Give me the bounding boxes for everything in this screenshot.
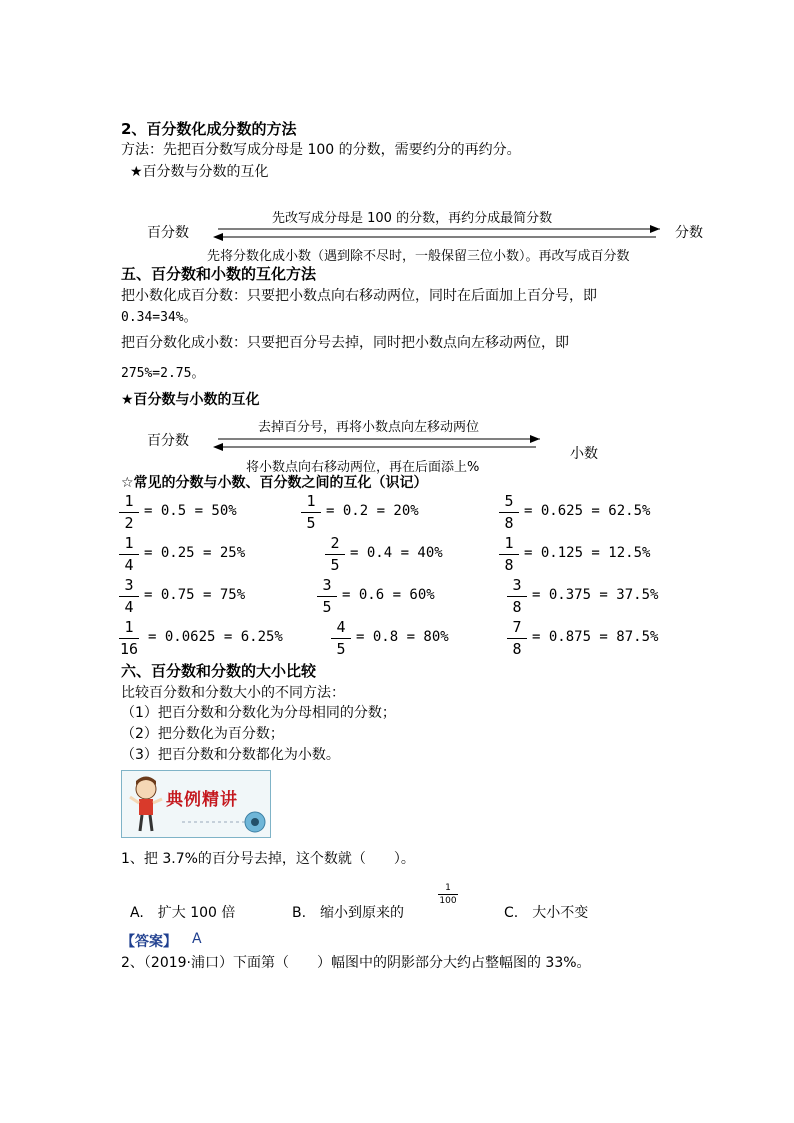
badge-title: 典例精讲 [166, 790, 238, 810]
compare-intro: 比较百分数和分数大小的不同方法： [121, 685, 345, 701]
rule-text: 把小数化成百分数：只要把小数点向右移动两位，同时在后面加上百分号，即 [121, 288, 597, 304]
badge-decoration [182, 809, 268, 835]
section-heading: 五、百分数和小数的互化方法 [121, 265, 317, 283]
conversion-value: = 0.5 = 50% [144, 503, 237, 519]
example-badge [121, 770, 271, 838]
fraction: 1 5 [300, 493, 322, 532]
conversion-value: = 0.125 = 12.5% [524, 545, 651, 561]
compare-item: （2）把分数化为百分数； [121, 726, 284, 742]
diagram-bottom-text: 先将分数化成小数（遇到除不尽时，一般保留三位小数）。再改写成百分数 [207, 249, 630, 264]
section-heading: 六、百分数和分数的大小比较 [121, 662, 317, 680]
common-title: ☆常见的分数与小数、百分数之间的互化（识记） [121, 475, 428, 491]
conversion-value: = 0.6 = 60% [342, 587, 435, 603]
rule-example: 275%=2.75。 [121, 366, 205, 381]
diagram-arrows [210, 433, 545, 453]
diagram-arrows [210, 223, 665, 243]
option-b-fraction: 1 100 [439, 883, 457, 906]
answer-value: A [192, 931, 202, 947]
fraction: 3 8 [506, 577, 528, 616]
option-a: A. 扩大 100 倍 [130, 905, 236, 921]
star-title: ★百分数与小数的互化 [121, 392, 260, 408]
diagram-left-label: 百分数 [147, 433, 189, 449]
conversion-value: = 0.25 = 25% [144, 545, 246, 561]
option-b: B. 缩小到原来的 [292, 905, 405, 921]
diagram-top-text: 先改写成分母是 100 的分数，再约分成最简分数 [272, 211, 553, 226]
rule-text: 把百分数化成小数：只要把百分号去掉，同时把小数点向左移动两位，即 [121, 335, 569, 351]
fraction: 3 4 [118, 577, 140, 616]
rule-example: 0.34=34%。 [121, 310, 197, 325]
conversion-value: = 0.2 = 20% [326, 503, 419, 519]
fraction: 5 8 [498, 493, 520, 532]
method-text: 方法：先把百分数写成分母是 100 的分数，需要约分的再约分。 [121, 142, 521, 158]
fraction: 4 5 [330, 619, 352, 658]
question-stem: 1、把 3.7%的百分号去掉，这个数就（ ）。 [121, 851, 415, 867]
option-c: C. 大小不变 [504, 905, 589, 921]
star-title: ★百分数与分数的互化 [130, 164, 269, 180]
conversion-value: = 0.0625 = 6.25% [148, 629, 283, 645]
diagram-left-label: 百分数 [147, 225, 189, 241]
diagram-bottom-text: 将小数点向右移动两位，再在后面添上% [246, 460, 480, 475]
girl-illustration [126, 775, 166, 833]
fraction: 2 5 [324, 535, 346, 574]
conversion-value: = 0.375 = 37.5% [532, 587, 659, 603]
fraction: 7 8 [506, 619, 528, 658]
fraction: 1 16 [119, 618, 139, 658]
conversion-value: = 0.625 = 62.5% [524, 503, 651, 519]
compare-item: （1）把百分数和分数化为分母相同的分数； [121, 705, 396, 721]
diagram-right-label: 小数 [570, 446, 598, 462]
diagram-top-text: 去掉百分号，再将小数点向左移动两位 [258, 420, 480, 435]
conversion-value: = 0.875 = 87.5% [532, 629, 659, 645]
conversion-value: = 0.75 = 75% [144, 587, 246, 603]
section-heading: 2、百分数化成分数的方法 [121, 120, 297, 138]
conversion-value: = 0.4 = 40% [350, 545, 443, 561]
answer-label: 【答案】 [121, 934, 177, 950]
diagram-right-label: 分数 [675, 225, 703, 241]
question-stem: 2、（2019·浦口）下面第（ ）幅图中的阴影部分大约占整幅图的 33%。 [121, 955, 591, 971]
fraction: 1 8 [498, 535, 520, 574]
conversion-value: = 0.8 = 80% [356, 629, 449, 645]
fraction: 1 4 [118, 535, 140, 574]
compare-item: （3）把百分数和分数都化为小数。 [121, 747, 340, 763]
fraction: 1 2 [118, 493, 140, 532]
fraction: 3 5 [316, 577, 338, 616]
